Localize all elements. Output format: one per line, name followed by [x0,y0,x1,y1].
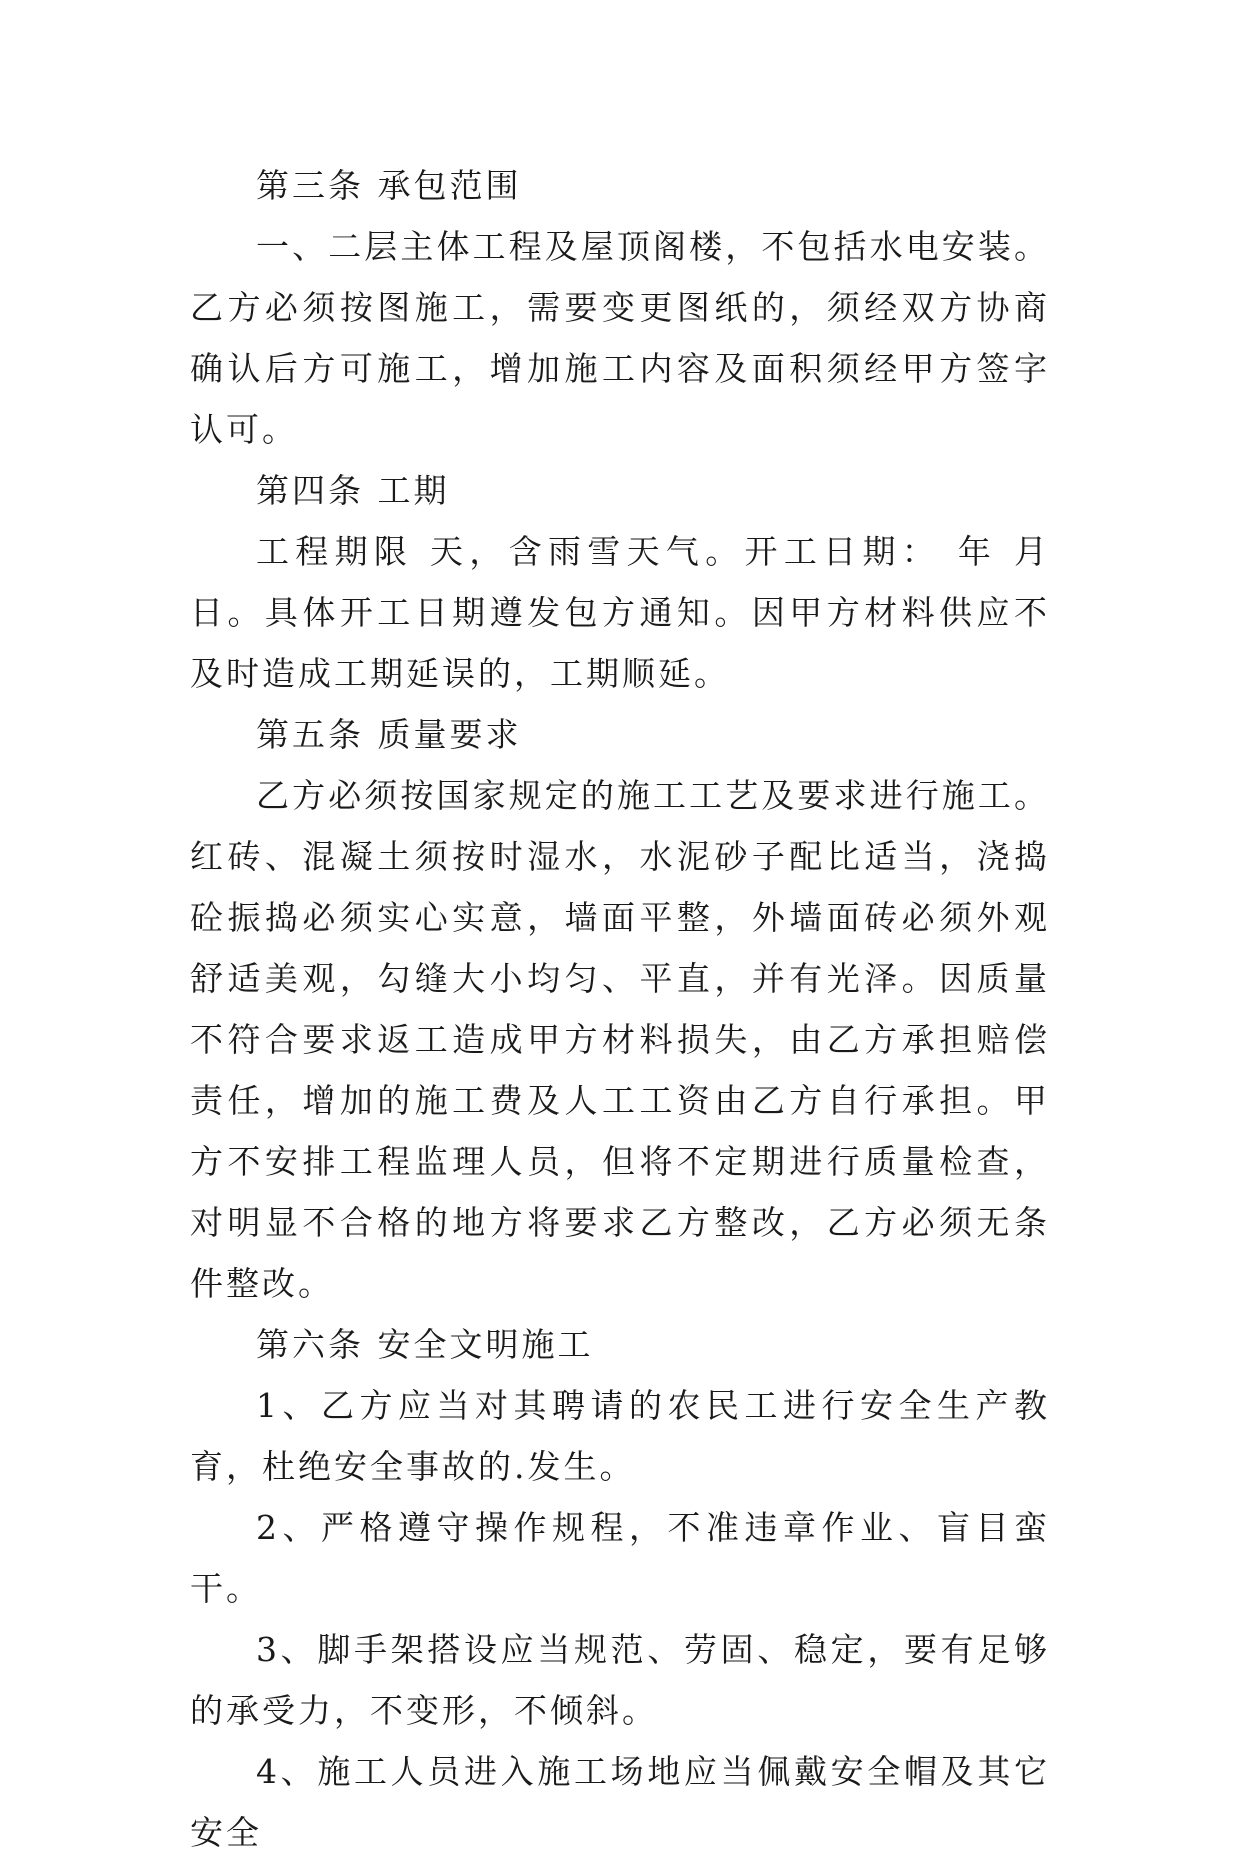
paragraph-safety-2: 2、严格遵守操作规程，不准违章作业、盲目蛮干。 [190,1508,1050,1608]
heading-article-4: 第四条 工期 [256,471,450,510]
paragraph-scope: 一、二层主体工程及屋顶阁楼，不包括水电安装。乙方必须按图施工，需要变更图纸的，须经双方协商确认后方可施工，增加施工内容及面积须经甲方签字认可。 [190,227,1050,449]
paragraph-safety-4: 4、施工人员进入施工场地应当佩戴安全帽及其它安全 [190,1752,1050,1852]
paragraph-safety-1: 1、乙方应当对其聘请的农民工进行安全生产教育，杜绝安全事故的.发生。 [190,1386,1050,1486]
paragraph-quality: 乙方必须按国家规定的施工工艺及要求进行施工。红砖、混凝土须按时湿水，水泥砂子配比适当，浇捣砼振捣必须实心实意，墙面平整，外墙面砖必须外观舒适美观，勾缝大小均匀、平直，并有光泽。因质量不符合要求返工造成甲方材料损失，由乙方承担赔偿责任，增加的施工费及人工工资由乙方自行承担。甲方不安排工程监理人员，但将不定期进行质量检查，对明显不合格的地方将要求乙方整改，乙方必须无条件整改。 [190,776,1050,1303]
heading-article-3: 第三条 承包范围 [256,166,522,205]
document-body [190,155,1050,1863]
paragraph-schedule: 工程期限 天，含雨雪天气。开工日期： 年 月 日。具体开工日期遵发包方通知。因甲方材料供应不及时造成工期延误的，工期顺延。 [190,532,1050,693]
heading-article-6: 第六条 安全文明施工 [256,1325,594,1364]
heading-article-5: 第五条 质量要求 [256,715,522,754]
paragraph-safety-3: 3、脚手架搭设应当规范、劳固、稳定，要有足够的承受力，不变形，不倾斜。 [190,1630,1050,1730]
